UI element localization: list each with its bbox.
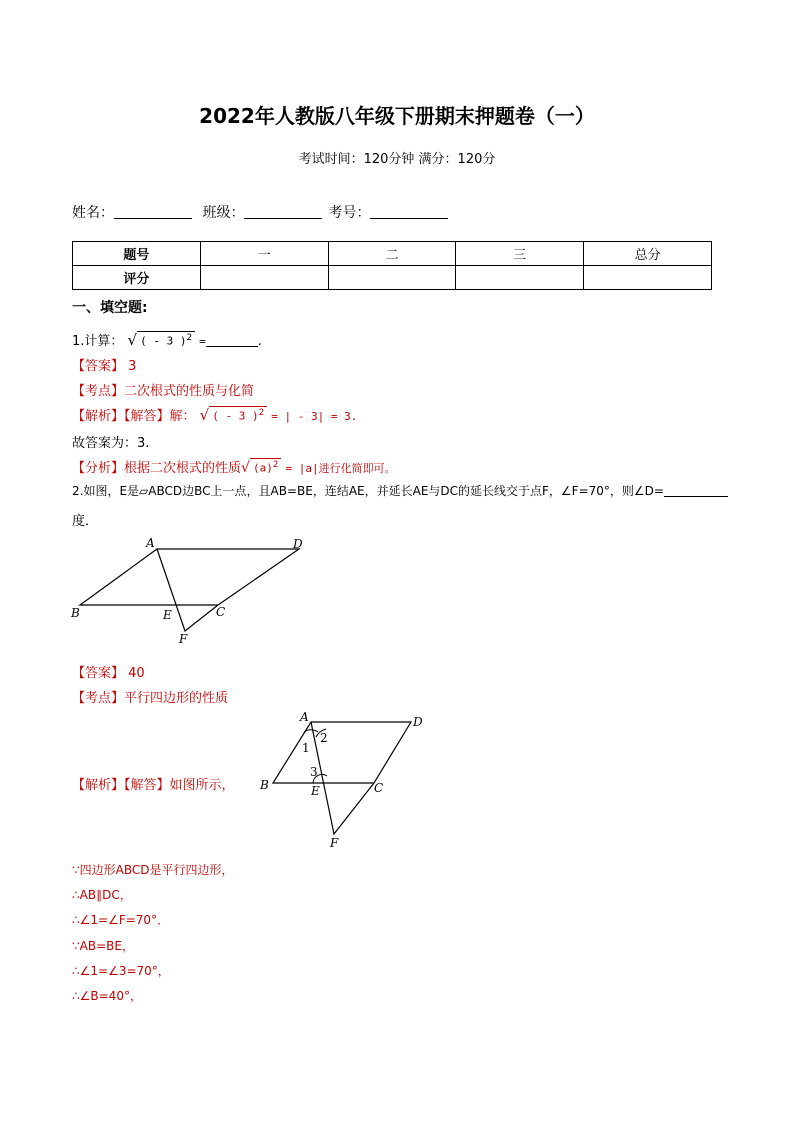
table-cell: 总分 [584,242,712,266]
answer-tag: 【答案】 [72,666,125,681]
table-cell: 题号 [73,242,201,266]
q2-point [72,687,228,706]
q2-answer-blank[interactable] [664,484,728,497]
q2-analysis [72,774,235,793]
analysis-tag: 【解析】【解答】 [72,778,170,793]
page-title: 2022年人教版八年级下册期末押题卷（一） [199,104,595,128]
label-a: A [300,710,309,724]
solution-step: ∵四边形ABCD是平行四边形， [72,863,234,877]
number-field[interactable] [370,204,448,219]
student-info [72,202,454,222]
solution-step: ∴AB∥DC， [72,888,132,902]
q1-prefix: 1.计算： [72,334,124,349]
score-table-header [73,242,712,266]
sqrt-icon: √ [241,460,250,476]
solution-step: ∴∠B=40°， [72,989,142,1003]
label-b: B [260,778,269,792]
answer-value: 3 [128,359,137,374]
label-f: F [330,836,339,850]
fenxi-pre: 根据二次根式的性质 [124,461,242,476]
q1-exp: 2 [186,332,192,344]
score-cell[interactable] [584,266,712,290]
label-e: E [311,784,320,798]
q1-end: . [257,334,262,349]
solution-step: ∵AB=BE， [72,939,134,953]
parallelogram-figure-2 [256,710,436,855]
fenxi-post: = |a|进行化简即可。 [285,462,396,475]
analysis-exp: 2 [258,407,265,419]
q1-stem [72,330,262,349]
score-cell[interactable] [456,266,584,290]
answer-value: 40 [128,666,145,681]
exam-subtitle: 考试时间：120分钟 满分：120分 [298,152,496,167]
sqrt-icon: √ [127,331,138,349]
q1-point [72,380,254,399]
label-angle-1: 1 [302,741,310,755]
solution-step: ∴∠1=∠3=70°， [72,964,170,978]
label-d: D [413,715,423,729]
q1-answer-blank[interactable] [206,334,258,347]
score-cell[interactable] [200,266,328,290]
q1-conclusion: 故答案为：3. [72,436,150,451]
score-cell[interactable] [328,266,456,290]
table-cell: 二 [328,242,456,266]
label-d: D [293,537,303,551]
analysis-radicand [209,406,267,423]
score-table [72,241,712,290]
q2-stem [72,482,728,499]
class-field[interactable] [244,204,322,219]
class-label: 班级： [202,205,245,221]
label-f: F [179,632,188,646]
label-c: C [374,781,384,795]
analysis-tag: 【解析】【解答】解： [72,409,196,424]
label-e: E [163,608,172,622]
fenxi-radicand [250,458,281,475]
point-tag: 【考点】 [72,384,125,399]
q2-text: 2.如图，E是▱ABCD边BC上一点，且AB=BE，连结AE，并延长AE与DC的延长线交于点F，∠F=70°，则∠D= [72,484,664,498]
q1-eq: = [199,335,206,348]
q2-answer [72,662,145,681]
label-c: C [216,605,226,619]
name-field[interactable] [114,204,192,219]
q1-analysis [72,405,357,424]
fenxi-exp: 2 [272,459,279,471]
parallelogram-figure-1 [66,534,316,650]
q2-end: 度． [72,514,99,529]
label-angle-2: 2 [320,731,328,745]
table-cell: 一 [200,242,328,266]
label-b: B [71,606,80,620]
name-label: 姓名： [72,205,114,221]
point-tag: 【考点】 [72,691,125,706]
fenxi-expr: (a) [252,462,273,475]
sqrt-icon: √ [199,406,210,424]
label-angle-3: 3 [310,765,318,779]
solution-step: ∴∠1=∠F=70°． [72,913,170,927]
score-table-row [73,266,712,290]
q1-fenxi [72,457,396,476]
section-title: 一、填空题: [72,300,148,316]
fenxi-tag: 【分析】 [72,461,125,476]
table-cell: 三 [456,242,584,266]
label-a: A [146,536,155,550]
q1-answer [72,355,136,374]
q1-radicand [137,331,195,348]
analysis-rest: = | - 3| = 3. [271,410,358,423]
analysis-expr: ( - 3 ) [212,410,259,423]
table-cell: 评分 [73,266,201,290]
point-value: 平行四边形的性质 [124,691,229,706]
number-label: 考号： [328,205,371,221]
parallelogram-abcd [273,722,411,783]
point-value: 二次根式的性质与化简 [124,384,255,399]
answer-tag: 【答案】 [72,359,125,374]
parallelogram-abcd [80,549,299,605]
analysis-text: 如图所示， [169,778,235,793]
q1-expr: ( - 3 ) [140,335,187,348]
